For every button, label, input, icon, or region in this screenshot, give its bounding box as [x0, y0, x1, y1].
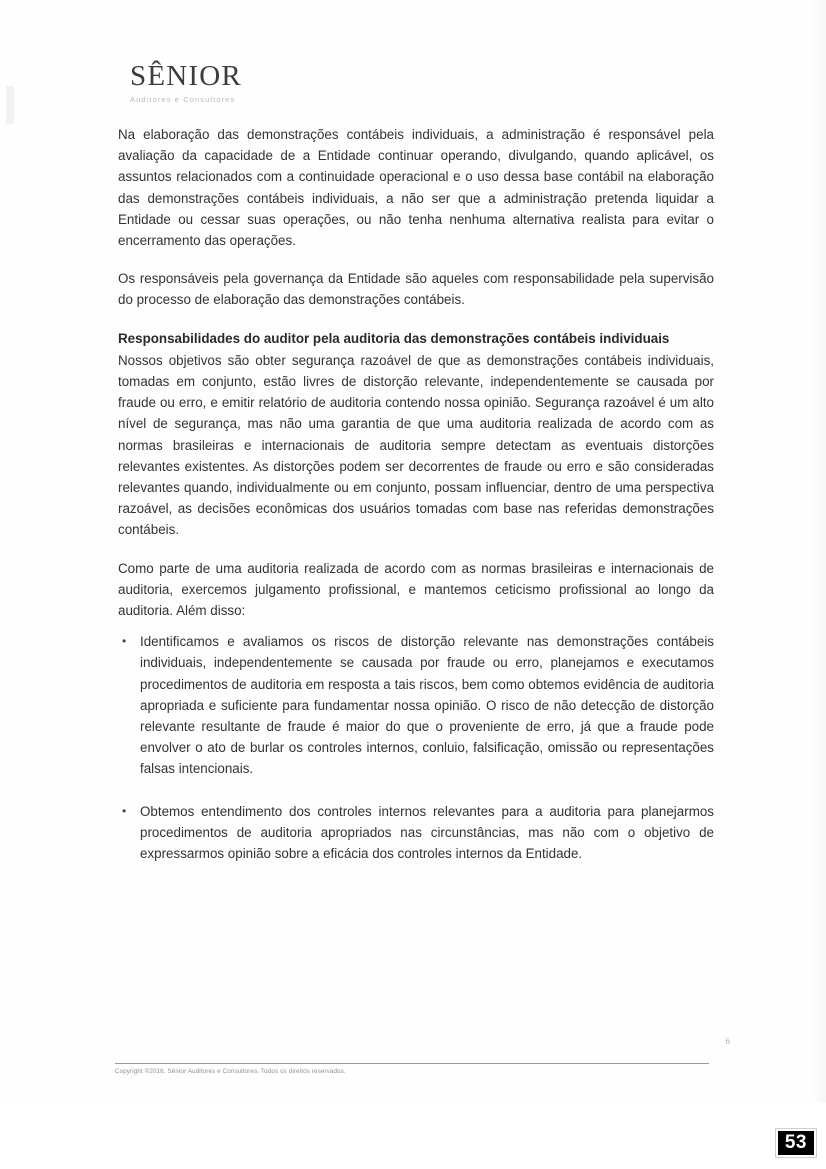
page-number-badge: 53	[776, 1129, 816, 1157]
list-item: • Identificamos e avaliamos os riscos de distorção relevante nas demonstrações contábeis individuais, independentemente se causada por fraude ou erro, planejamos e executamos procedimentos de auditoria em resposta a tais riscos, bem como obtemos evidência de auditoria apropriada e suficiente para fundamentar nossa opinião. O risco de não detecção de distorção relevante resultante de fraude é maior do que o proveniente de erro, já que a fraude pode envolver o ato de burlar os controles internos, conluio, falsificação, omissão ou representações falsas intencionais.	[118, 631, 714, 779]
logo-tagline: Auditores e Consultores	[130, 95, 236, 104]
list-item: • Obtemos entendimento dos controles internos relevantes para a auditoria para planejarmos procedimentos de auditoria apropriados nas circunstâncias, mas não com o objetivo de expressarmos opinião sobre a eficácia dos controles internos da Entidade.	[118, 801, 714, 865]
bullet-list	[118, 631, 714, 864]
scan-artifact-right	[812, 0, 826, 1103]
paragraph-objectives: Nossos objetivos são obter segurança razoável de que as demonstrações contábeis individuais, tomadas em conjunto, estão livres de distorção relevante, independentemente se causada por fraude ou erro, e emitir relatório de auditoria contendo nossa opinião. Segurança razoável é um alto nível de segurança, mas não uma garantia de que uma auditoria realizada de acordo com as normas brasileiras e internacionais de auditoria sempre detectam as eventuais distorções relevantes existentes. As distorções podem ser decorrentes de fraude ou erro e são consideradas relevantes quando, individualmente ou em conjunto, possam influenciar, dentro de uma perspectiva razoável, as decisões econômicas dos usuários tomadas com base nas referidas demonstrações contábeis.	[118, 352, 714, 538]
document-body	[118, 124, 714, 885]
paragraph-going-concern: Na elaboração das demonstrações contábeis individuais, a administração é responsável pela avaliação da capacidade de a Entidade continuar operando, divulgando, quando aplicável, os assuntos relacionados com a continuidade operacional e o uso dessa base contábil na elaboração das demonstrações contábeis individuais, a não ser que a administração pretenda liquidar a Entidade ou cessar suas operações, ou não tenha nenhuma alternativa realista para evitar o encerramento das operações.	[118, 127, 714, 249]
logo-wordmark: SÊNIOR	[130, 60, 242, 92]
footer-copyright: Copyright ©2016. Sênior Auditores e Consultores. Todos os direitos reservados.	[115, 1068, 346, 1075]
paragraph-audit-scope: Como parte de uma auditoria realizada de acordo com as normas brasileiras e internacionais de auditoria, exercemos julgamento profissional, e mantemos ceticismo profissional ao longo da auditoria. Além disso:	[118, 560, 714, 619]
company-logo	[130, 62, 242, 104]
scan-artifact-left	[6, 86, 14, 124]
footer-divider	[115, 1063, 709, 1064]
section-heading-auditor-responsibilities: Responsabilidades do auditor pela auditoria das demonstrações contábeis individuais	[118, 330, 670, 346]
paragraph-governance: Os responsáveis pela governança da Entidade são aqueles com responsabilidade pela supervisão do processo de elaboração das demonstrações contábeis.	[118, 271, 714, 308]
spacer	[118, 621, 714, 631]
footer-page-number: 6	[725, 1037, 730, 1046]
viewer-backdrop	[0, 1103, 826, 1169]
